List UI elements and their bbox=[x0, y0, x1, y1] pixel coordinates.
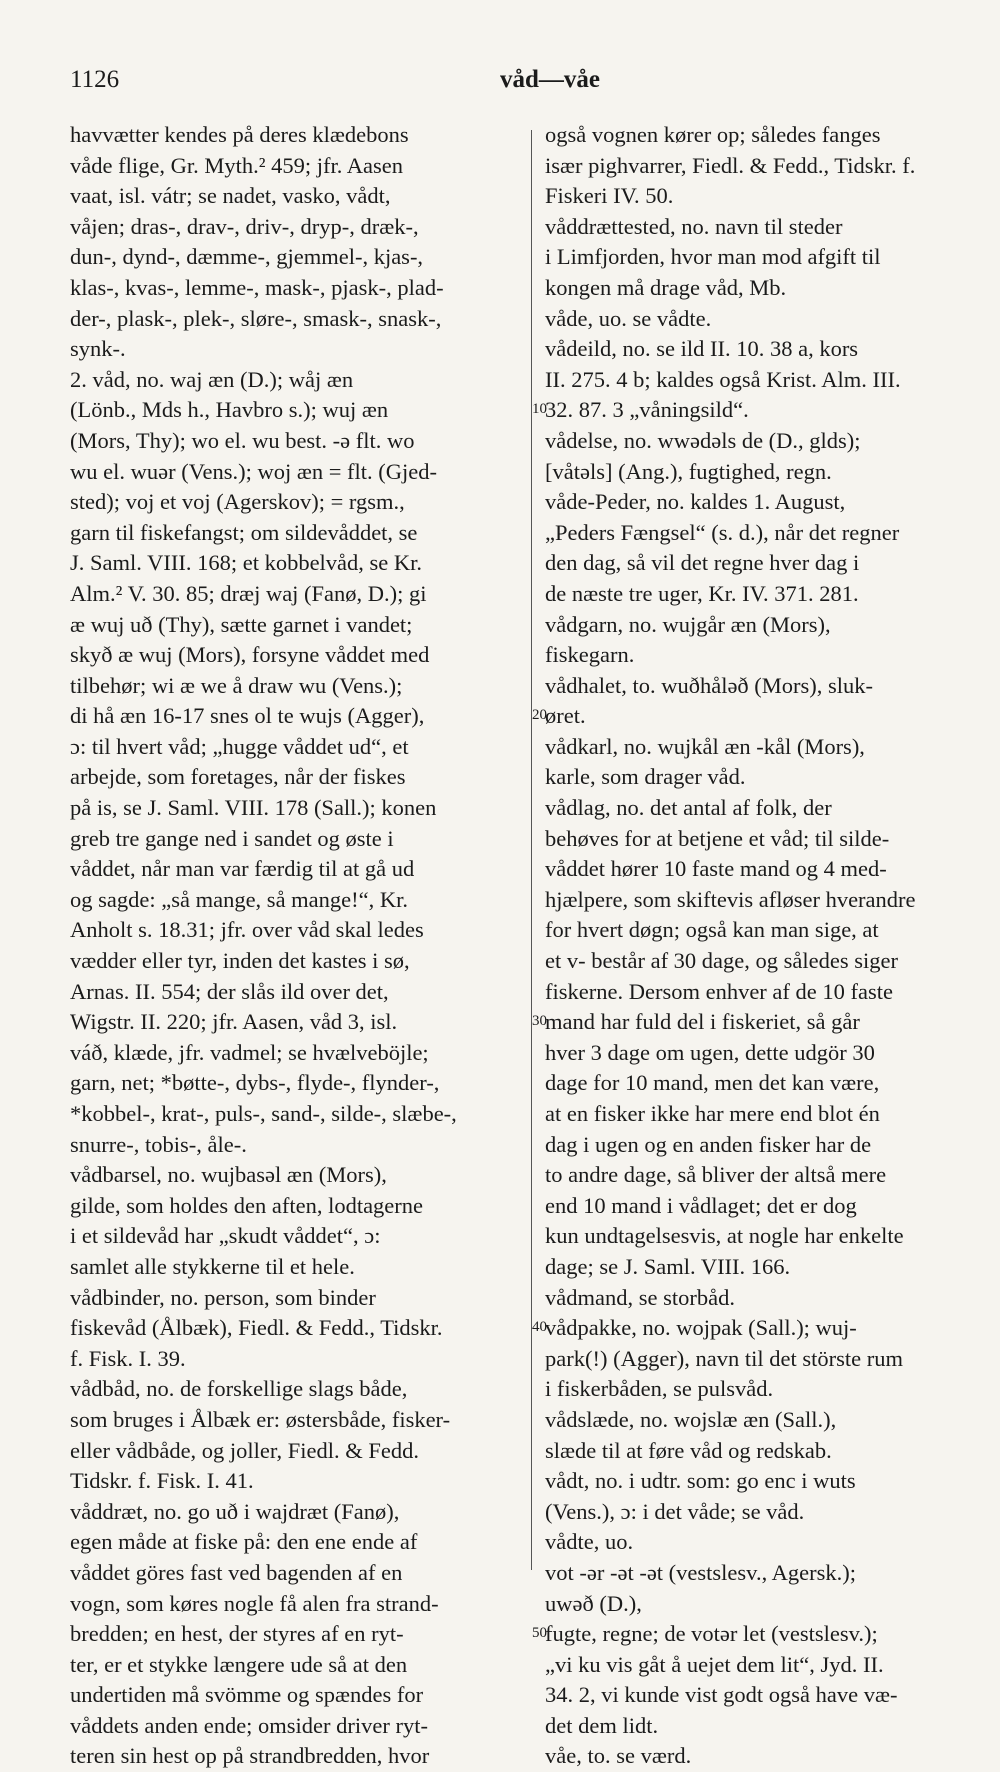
text-line: for hvert døgn; også kan man sige, at bbox=[545, 917, 879, 943]
text-line: Tidskr. f. Fisk. I. 41. bbox=[70, 1468, 254, 1494]
right-column bbox=[545, 120, 995, 1772]
text-line: våddrættested, no. navn til steder bbox=[545, 213, 843, 239]
text-line: våjen; dras-, drav-, driv-, dryp-, dræk-, bbox=[70, 213, 419, 239]
text-line: våddet göres fast ved bagenden af en bbox=[70, 1559, 403, 1585]
text-line: hjælpere, som skiftevis afløser hverandre bbox=[545, 886, 916, 912]
text-line: som bruges i Ålbæk er: østersbåde, fisker- bbox=[70, 1406, 451, 1432]
text-line: „vi ku vis gåt å uejet dem lit“, Jyd. II. bbox=[545, 1651, 884, 1677]
left-column bbox=[70, 120, 525, 1772]
running-head: våd—våe bbox=[500, 66, 600, 93]
text-line: slæde til at føre våd og redskab. bbox=[545, 1437, 832, 1463]
text-line: gilde, som holdes den aften, lodtagerne bbox=[70, 1192, 424, 1218]
text-line: der-, plask-, plek-, sløre-, smask-, snask-, bbox=[70, 305, 442, 331]
text-line: [våtəls] (Ang.), fugtighed, regn. bbox=[545, 458, 832, 484]
text-line: Fiskeri IV. 50. bbox=[545, 183, 674, 209]
text-line: det dem lidt. bbox=[545, 1712, 659, 1738]
text-line: i et sildevåd har „skudt våddet“, ɔ: bbox=[70, 1223, 381, 1249]
text-line: ɔ: til hvert våd; „hugge våddet ud“, et bbox=[70, 733, 409, 759]
line-number: 10 bbox=[532, 401, 547, 418]
text-line: f. Fisk. I. 39. bbox=[70, 1345, 186, 1371]
text-line: 32. 87. 3 „våningsild“. bbox=[545, 397, 749, 423]
text-line: kun undtagelsesvis, at nogle har enkelte bbox=[545, 1223, 904, 1249]
text-line: váð, klæde, jfr. vadmel; se hvælveböjle; bbox=[70, 1039, 429, 1065]
text-line: II. 275. 4 b; kaldes også Krist. Alm. III. bbox=[545, 366, 901, 392]
text-line: æ wuj uð (Thy), sætte garnet i vandet; bbox=[70, 611, 413, 637]
text-line: 2. våd, no. waj æn (D.); wåj æn bbox=[70, 366, 354, 392]
text-line: våde, uo. se vådte. bbox=[545, 305, 712, 331]
text-line: Arnas. II. 554; der slås ild over det, bbox=[70, 978, 389, 1004]
text-line: fugte, regne; de votər let (vestslesv.); bbox=[545, 1621, 878, 1647]
text-line: bredden; en hest, der styres af en ryt- bbox=[70, 1621, 404, 1647]
text-line: i fiskerbåden, se pulsvåd. bbox=[545, 1376, 774, 1402]
text-line: våddets anden ende; omsider driver ryt- bbox=[70, 1712, 429, 1738]
text-line: de næste tre uger, Kr. IV. 371. 281. bbox=[545, 580, 859, 606]
text-line: den dag, så vil det regne hver dag i bbox=[545, 550, 860, 576]
text-line: øret. bbox=[545, 703, 586, 729]
text-line: dun-, dynd-, dæmme-, gjemmel-, kjas-, bbox=[70, 244, 424, 270]
text-line: vot -ər -ət -ət (vestslesv., Agersk.); bbox=[545, 1559, 856, 1585]
text-line: vådmand, se storbåd. bbox=[545, 1284, 735, 1310]
column-divider bbox=[531, 130, 532, 1570]
text-line: end 10 mand i vådlaget; det er dog bbox=[545, 1192, 857, 1218]
text-line: J. Saml. VIII. 168; et kobbelvåd, se Kr. bbox=[70, 550, 423, 576]
text-line: *kobbel-, krat-, puls-, sand-, silde-, slæbe-, bbox=[70, 1101, 457, 1126]
text-line: vådhalet, to. wuðhåləð (Mors), sluk- bbox=[545, 672, 874, 698]
text-line: Wigstr. II. 220; jfr. Aasen, våd 3, isl. bbox=[70, 1009, 398, 1035]
text-line: vogn, som køres nogle få alen fra strand- bbox=[70, 1590, 439, 1616]
text-line: „Peders Fængsel“ (s. d.), når det regner bbox=[545, 519, 900, 545]
text-line: vaat, isl. vátr; se nadet, vasko, vådt, bbox=[70, 183, 391, 209]
text-line: våddet, når man var færdig til at gå ud bbox=[70, 856, 415, 882]
text-line: på is, se J. Saml. VIII. 178 (Sall.); konen bbox=[70, 795, 437, 821]
text-line: arbejde, som foretages, når der fiskes bbox=[70, 764, 406, 790]
text-line: vådkarl, no. wujkål æn -kål (Mors), bbox=[545, 733, 865, 759]
text-line: hver 3 dage om ugen, dette udgör 30 bbox=[545, 1039, 875, 1065]
text-line: karle, som drager våd. bbox=[545, 764, 746, 790]
text-line: snurre-, tobis-, åle-. bbox=[70, 1131, 247, 1157]
text-line: vådpakke, no. wojpak (Sall.); wuj- bbox=[545, 1315, 857, 1341]
text-line: fiskerne. Dersom enhver af de 10 faste bbox=[545, 978, 893, 1004]
text-line: sted); voj et voj (Agerskov); = rgsm., bbox=[70, 489, 405, 515]
text-line: og sagde: „så mange, så mange!“, Kr. bbox=[70, 886, 409, 912]
text-line: park(!) (Agger), navn til det störste rum bbox=[545, 1345, 904, 1371]
text-line: dage for 10 mand, men det kan være, bbox=[545, 1070, 880, 1096]
text-line: (Mors, Thy); wo el. wu best. -ə flt. wo bbox=[70, 427, 415, 453]
text-line: teren sin hest op på strandbredden, hvor bbox=[70, 1743, 430, 1769]
text-line: garn til fiskefangst; om sildevåddet, se bbox=[70, 519, 418, 545]
text-line: di hå æn 16-17 snes ol te wujs (Agger), bbox=[70, 703, 425, 729]
text-line: våe, to. se værd. bbox=[545, 1743, 692, 1769]
text-line: tilbehør; wi æ we å draw wu (Vens.); bbox=[70, 672, 403, 698]
page-header bbox=[70, 66, 960, 98]
text-line: kongen må drage våd, Mb. bbox=[545, 274, 787, 300]
text-line: især pighvarrer, Fiedl. & Fedd., Tidskr. f. bbox=[545, 152, 916, 178]
text-line: vådlag, no. det antal af folk, der bbox=[545, 795, 832, 821]
text-line: dage; se J. Saml. VIII. 166. bbox=[545, 1253, 791, 1279]
text-line: samlet alle stykkerne til et hele. bbox=[70, 1253, 355, 1279]
text-line: garn, net; *bøtte-, dybs-, flyde-, flynder-, bbox=[70, 1070, 440, 1096]
page-number: 1126 bbox=[70, 66, 120, 93]
text-line: vådslæde, no. wojslæ æn (Sall.), bbox=[545, 1406, 837, 1432]
line-number: 20 bbox=[532, 707, 547, 724]
text-line: vådeild, no. se ild II. 10. 38 a, kors bbox=[545, 336, 859, 362]
text-line: vådbinder, no. person, som binder bbox=[70, 1284, 376, 1310]
text-line: at en fisker ikke har mere end blot én bbox=[545, 1101, 880, 1126]
text-line: 34. 2, vi kunde vist godt også have væ- bbox=[545, 1682, 898, 1708]
text-line: egen måde at fiske på: den ene ende af bbox=[70, 1529, 418, 1555]
text-line: fiskevåd (Ålbæk), Fiedl. & Fedd., Tidskr. bbox=[70, 1315, 443, 1341]
text-line: vædder eller tyr, inden det kastes i sø, bbox=[70, 948, 410, 974]
line-number: 50 bbox=[532, 1625, 547, 1642]
text-line: (Vens.), ɔ: i det våde; se våd. bbox=[545, 1498, 805, 1524]
text-line: vådbarsel, no. wujbasəl æn (Mors), bbox=[70, 1162, 387, 1188]
text-line: vådt, no. i udtr. som: go enc i wuts bbox=[545, 1468, 856, 1494]
text-line: våddræt, no. go uð i wajdræt (Fanø), bbox=[70, 1498, 400, 1524]
line-number: 40 bbox=[532, 1319, 547, 1336]
text-line: dag i ugen og en anden fisker har de bbox=[545, 1131, 872, 1157]
text-line: vådbåd, no. de forskellige slags både, bbox=[70, 1376, 408, 1402]
text-line: havvætter kendes på deres klædebons bbox=[70, 122, 409, 147]
text-line: to andre dage, så bliver der altså mere bbox=[545, 1162, 887, 1188]
text-line: våddet hører 10 faste mand og 4 med- bbox=[545, 856, 887, 882]
text-line: synk-. bbox=[70, 336, 126, 362]
text-line: eller vådbåde, og joller, Fiedl. & Fedd. bbox=[70, 1437, 420, 1463]
text-line: (Lönb., Mds h., Havbro s.); wuj æn bbox=[70, 397, 389, 423]
text-line: fiskegarn. bbox=[545, 642, 635, 668]
text-line: vådte, uo. bbox=[545, 1529, 634, 1555]
text-line: undertiden må svömme og spændes for bbox=[70, 1682, 424, 1708]
text-line: våde-Peder, no. kaldes 1. August, bbox=[545, 489, 846, 515]
text-line: i Limfjorden, hvor man mod afgift til bbox=[545, 244, 881, 270]
text-line: uwəð (D.), bbox=[545, 1590, 642, 1616]
text-line: greb tre gange ned i sandet og øste i bbox=[70, 825, 394, 851]
text-line: vådelse, no. wwədəls de (D., glds); bbox=[545, 427, 861, 453]
text-line: Alm.² V. 30. 85; dræj waj (Fanø, D.); gi bbox=[70, 580, 427, 606]
text-line: klas-, kvas-, lemme-, mask-, pjask-, plad- bbox=[70, 274, 444, 300]
text-line: mand har fuld del i fiskeriet, så går bbox=[545, 1009, 860, 1035]
text-line: skyð æ wuj (Mors), forsyne våddet med bbox=[70, 642, 430, 668]
line-number: 30 bbox=[532, 1013, 547, 1030]
text-line: ter, er et stykke længere ude så at den bbox=[70, 1651, 408, 1677]
text-line: våde flige, Gr. Myth.² 459; jfr. Aasen bbox=[70, 152, 403, 178]
text-line: Anholt s. 18.31; jfr. over våd skal ledes bbox=[70, 917, 424, 943]
text-line: et v- består af 30 dage, og således siger bbox=[545, 948, 898, 974]
text-line: vådgarn, no. wujgår æn (Mors), bbox=[545, 611, 831, 637]
text-line: behøves for at betjene et våd; til silde- bbox=[545, 825, 890, 851]
text-line: også vognen kører op; således fanges bbox=[545, 122, 881, 147]
text-line: wu el. wuər (Vens.); woj æn = flt. (Gjed- bbox=[70, 458, 437, 484]
